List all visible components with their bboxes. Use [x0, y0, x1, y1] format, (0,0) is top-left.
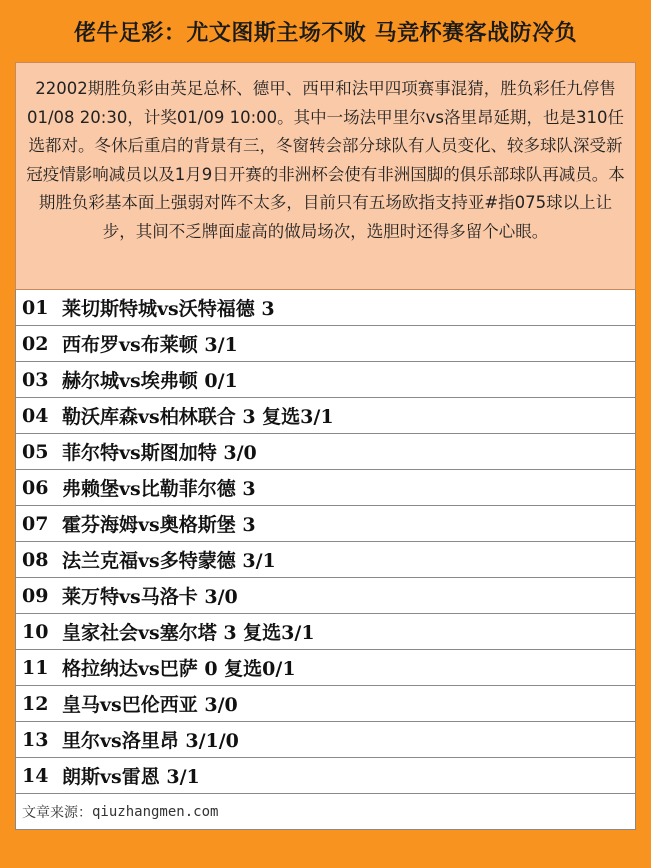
match-number: 13 — [22, 728, 49, 751]
match-row — [16, 758, 635, 794]
match-number: 01 — [22, 296, 49, 319]
match-row — [16, 506, 635, 542]
intro-paragraph: 22002期胜负彩由英足总杯、德甲、西甲和法甲四项赛事混猜，胜负彩任九停售01/08 20:30，计奖01/09 10:00。其中一场法甲里尔vs洛里昂延期，也是310任选都对。冬休后重启的背景有三，冬窗转会部分球队有人员变化、较多球队深受新冠疫情影响减员以及1月9日开赛的非洲杯会使有非洲国脚的俱乐部球队再减员。本期胜负彩基本面上强弱对阵不太多，目前只有五场欧指支持亚#指075球以上让步，其间不乏牌面虚高的做局场次，选胆时还得多留个心眼。 — [15, 62, 636, 290]
match-number: 10 — [22, 620, 49, 643]
source-line — [16, 794, 635, 830]
match-row — [16, 290, 635, 326]
source-url: qiuzhangmen.com — [92, 803, 219, 820]
match-row — [16, 542, 635, 578]
match-text: 霍芬海姆vs奥格斯堡 3 — [62, 514, 256, 536]
match-number: 14 — [22, 764, 49, 787]
match-text: 莱万特vs马洛卡 3/0 — [62, 586, 238, 608]
match-text: 皇马vs巴伦西亚 3/0 — [62, 694, 238, 716]
match-text: 格拉纳达vs巴萨 0 复选0/1 — [62, 658, 296, 680]
match-text: 里尔vs洛里昂 3/1/0 — [62, 730, 239, 752]
match-text: 法兰克福vs多特蒙德 3/1 — [62, 550, 276, 572]
match-number: 12 — [22, 692, 49, 715]
match-row — [16, 686, 635, 722]
match-row — [16, 434, 635, 470]
match-row — [16, 362, 635, 398]
match-number: 05 — [22, 440, 49, 463]
match-text: 菲尔特vs斯图加特 3/0 — [62, 442, 257, 464]
match-text: 西布罗vs布莱顿 3/1 — [62, 334, 238, 356]
page-title: 佬牛足彩：尤文图斯主场不败 马竞杯赛客战防冷负 — [73, 20, 578, 46]
match-row — [16, 578, 635, 614]
match-number: 04 — [22, 404, 49, 427]
match-text: 皇家社会vs塞尔塔 3 复选3/1 — [62, 622, 315, 644]
match-number: 08 — [22, 548, 49, 571]
match-row — [16, 614, 635, 650]
match-text: 莱切斯特城vs沃特福德 3 — [62, 298, 275, 320]
match-number: 07 — [22, 512, 49, 535]
match-row — [16, 398, 635, 434]
match-number: 02 — [22, 332, 49, 355]
match-text: 赫尔城vs埃弗顿 0/1 — [62, 370, 238, 392]
match-number: 06 — [22, 476, 49, 499]
match-number: 03 — [22, 368, 49, 391]
match-row — [16, 326, 635, 362]
match-row — [16, 470, 635, 506]
match-number: 09 — [22, 584, 49, 607]
match-text: 朗斯vs雷恩 3/1 — [62, 766, 200, 788]
match-text: 勒沃库森vs柏林联合 3 复选3/1 — [62, 406, 334, 428]
match-row — [16, 650, 635, 686]
match-list — [15, 290, 636, 830]
match-text: 弗赖堡vs比勒菲尔德 3 — [62, 478, 256, 500]
match-row — [16, 722, 635, 758]
source-label: 文章来源： — [22, 804, 92, 821]
match-number: 11 — [22, 656, 49, 679]
